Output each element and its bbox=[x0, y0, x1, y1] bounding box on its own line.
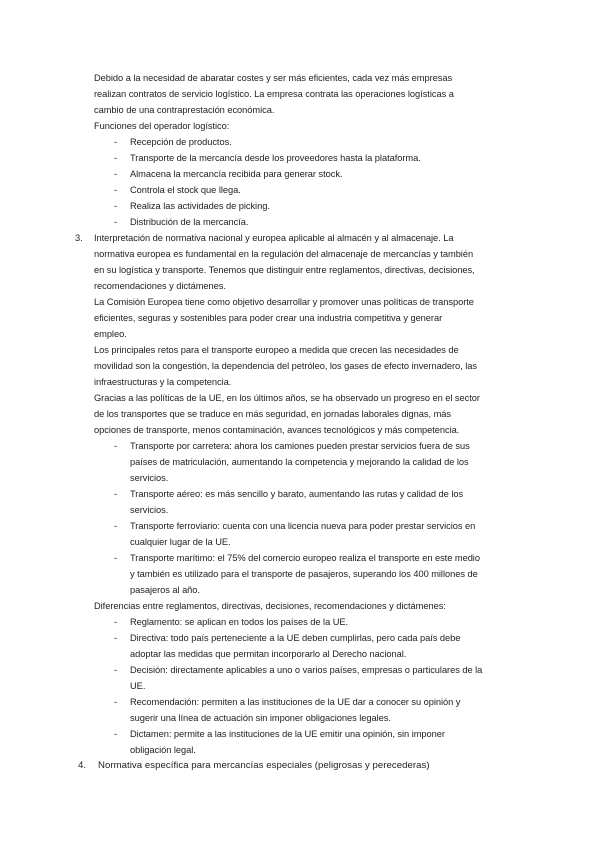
section4-heading: Normativa específica para mercancías especiales (peligrosas y perecederas) bbox=[98, 760, 430, 771]
transport-list-item-line: Transporte marítimo: el 75% del comercio europeo realiza el transporte en este medio bbox=[130, 553, 480, 563]
section3-paragraph-line: en su logística y transporte. Tenemos que distinguir entre reglamentos, directivas, decisiones, bbox=[94, 265, 475, 275]
bullet-dash: - bbox=[114, 697, 118, 707]
transport-list-item-line: Transporte aéreo: es más sencillo y barato, aumentando las rutas y calidad de los bbox=[130, 489, 464, 499]
bullet-dash: - bbox=[114, 633, 118, 643]
bullet-dash: - bbox=[114, 489, 118, 499]
challenges-paragraph-line: movilidad son la congestión, la dependencia del petróleo, los gases de efecto invernadero, las bbox=[94, 361, 477, 371]
function-list-item: Realiza las actividades de picking. bbox=[130, 201, 270, 211]
bullet-dash: - bbox=[114, 553, 118, 563]
challenges-paragraph-line: infraestructuras y la competencia. bbox=[94, 377, 232, 387]
function-list-item: Recepción de productos. bbox=[130, 137, 232, 147]
progress-paragraph-line: opciones de transporte, menos contaminación, avances tecnológicos y más competencia. bbox=[94, 425, 460, 435]
transport-list-item-line: Transporte por carretera: ahora los camiones pueden prestar servicios fuera de sus bbox=[130, 441, 470, 451]
differences-heading: Diferencias entre reglamentos, directivas, decisiones, recomendaciones y dictámenes: bbox=[94, 601, 446, 611]
section3-paragraph-line: recomendaciones y dictámenes. bbox=[94, 281, 226, 291]
difference-list-item-line: UE. bbox=[130, 681, 146, 691]
intro-paragraph-line: realizan contratos de servicio logístico. La empresa contrata las operaciones logísticas a bbox=[94, 89, 454, 99]
difference-list-item-line: Decisión: directamente aplicables a uno o varios países, empresas o particulares de la bbox=[130, 665, 483, 675]
transport-list-item-line: países de matriculación, aumentando la competencia y mejorando la calidad de los bbox=[130, 457, 469, 467]
section-number: 3. bbox=[75, 233, 83, 243]
bullet-dash: - bbox=[114, 153, 118, 163]
bullet-dash: - bbox=[114, 729, 118, 739]
difference-list-item-line: Reglamento: se aplican en todos los países de la UE. bbox=[130, 617, 349, 627]
intro-paragraph-line: Debido a la necesidad de abaratar costes y ser más eficientes, cada vez más empresas bbox=[94, 73, 453, 83]
section3-paragraph-line: normativa europea es fundamental en la regulación del almacenaje de mercancías y también bbox=[94, 249, 474, 259]
function-list-item: Almacena la mercancía recibida para generar stock. bbox=[130, 169, 343, 179]
intro-paragraph-line: cambio de una contraprestación económica. bbox=[94, 105, 275, 115]
difference-list-item-line: sugerir una línea de actuación sin imponer obligaciones legales. bbox=[130, 713, 391, 723]
transport-list-item-line: y también es utilizado para el transporte de pasajeros, superando los 400 millones de bbox=[130, 569, 478, 579]
difference-list-item-line: obligación legal. bbox=[130, 745, 196, 755]
bullet-dash: - bbox=[114, 617, 118, 627]
commission-paragraph-line: La Comisión Europea tiene como objetivo desarrollar y promover unas políticas de transporte bbox=[94, 297, 474, 307]
difference-list-item-line: Dictamen: permite a las instituciones de la UE emitir una opinión, sin imponer bbox=[130, 729, 445, 739]
difference-list-item-line: Directiva: todo país perteneciente a la UE deben cumplirlas, pero cada país debe bbox=[130, 633, 461, 643]
difference-list-item-line: Recomendación: permiten a las instituciones de la UE dar a conocer su opinión y bbox=[130, 697, 461, 707]
transport-list-item-line: servicios. bbox=[130, 505, 169, 515]
function-list-item: Distribución de la mercancía. bbox=[130, 217, 249, 227]
bullet-dash: - bbox=[114, 201, 118, 211]
transport-list-item-line: pasajeros al año. bbox=[130, 585, 200, 595]
transport-list-item-line: cualquier lugar de la UE. bbox=[130, 537, 231, 547]
bullet-dash: - bbox=[114, 185, 118, 195]
function-list-item: Transporte de la mercancía desde los proveedores hasta la plataforma. bbox=[130, 153, 421, 163]
difference-list-item-line: adoptar las medidas que permitan incorporarlo al Derecho nacional. bbox=[130, 649, 407, 659]
bullet-dash: - bbox=[114, 217, 118, 227]
bullet-dash: - bbox=[114, 137, 118, 147]
commission-paragraph-line: empleo. bbox=[94, 329, 127, 339]
transport-list-item-line: servicios. bbox=[130, 473, 169, 483]
bullet-dash: - bbox=[114, 441, 118, 451]
bullet-dash: - bbox=[114, 169, 118, 179]
challenges-paragraph-line: Los principales retos para el transporte europeo a medida que crecen las necesidades de bbox=[94, 345, 459, 355]
bullet-dash: - bbox=[114, 521, 118, 531]
progress-paragraph-line: de los transportes que se traduce en más seguridad, en jornadas laborales dignas, más bbox=[94, 409, 451, 419]
function-list-item: Controla el stock que llega. bbox=[130, 185, 241, 195]
commission-paragraph-line: eficientes, seguras y sostenibles para poder crear una industria competitiva y generar bbox=[94, 313, 443, 323]
transport-list-item-line: Transporte ferroviario: cuenta con una licencia nueva para poder prestar servicios en bbox=[130, 521, 476, 531]
section3-paragraph-line: Interpretación de normativa nacional y europea aplicable al almacén y al almacenaje. La bbox=[94, 233, 454, 243]
progress-paragraph-line: Gracias a las políticas de la UE, en los últimos años, se ha observado un progreso en el sector bbox=[94, 393, 480, 403]
functions-heading: Funciones del operador logístico: bbox=[94, 121, 230, 131]
bullet-dash: - bbox=[114, 665, 118, 675]
section-number: 4. bbox=[78, 760, 87, 771]
